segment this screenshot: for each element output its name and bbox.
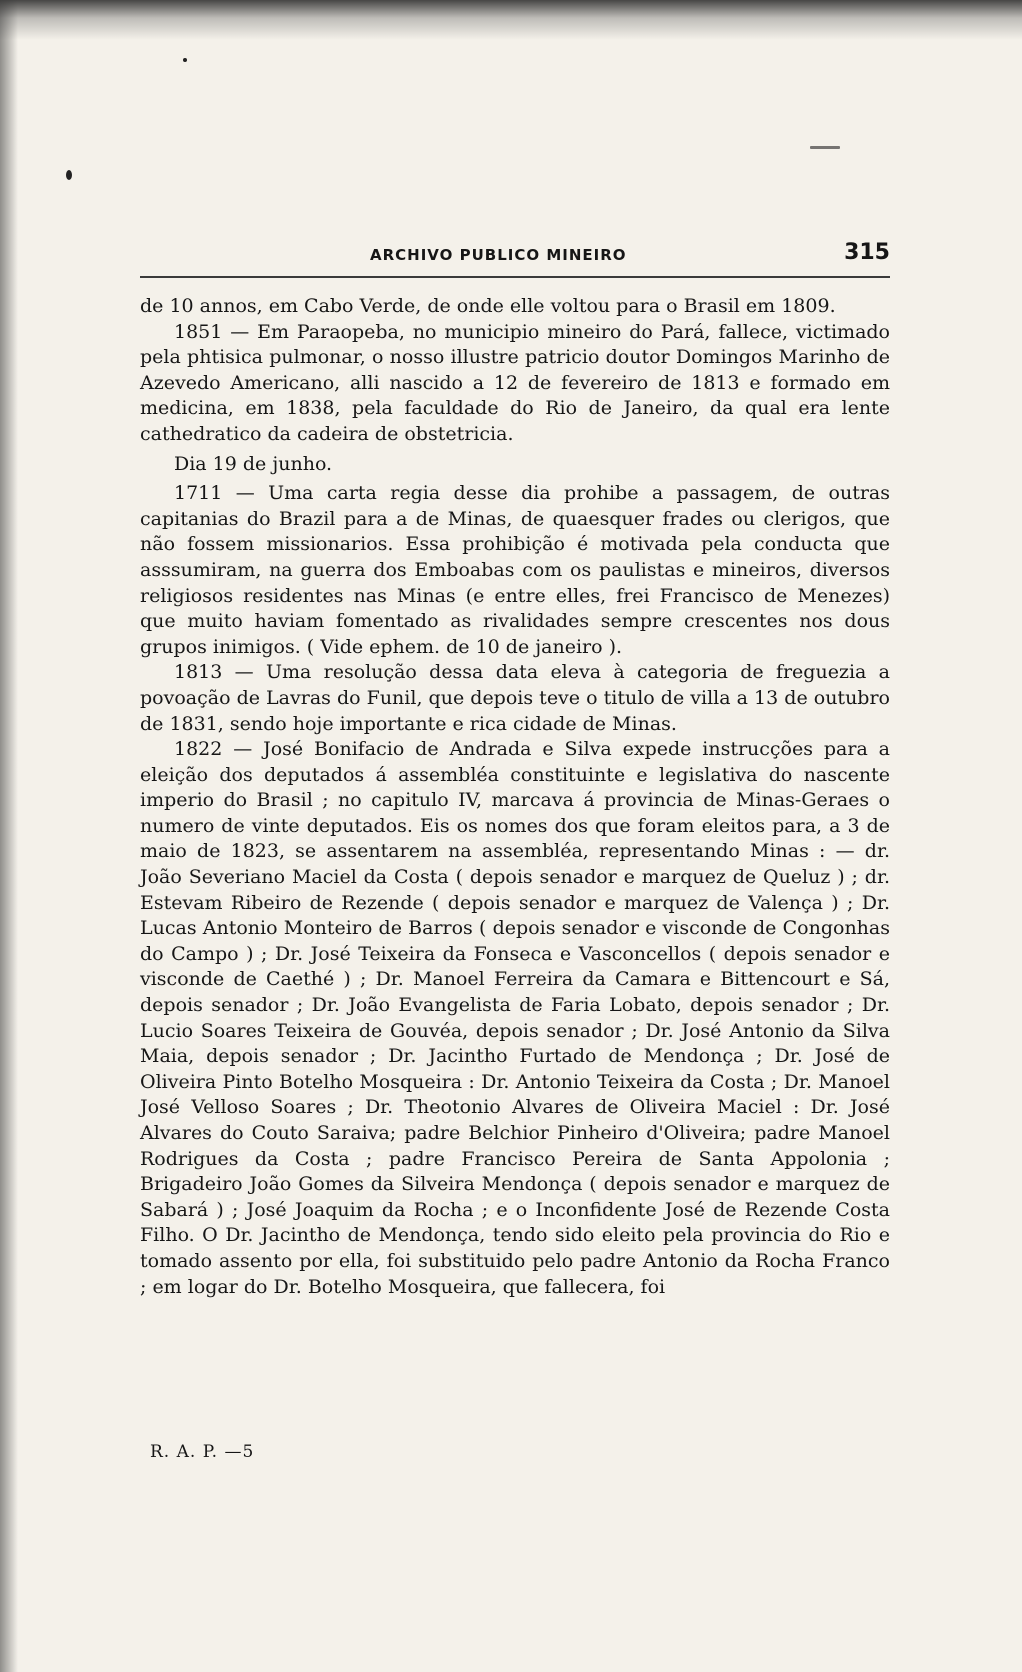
paragraph-1711: 1711 — Uma carta regia desse dia prohibe a passagem, de outras capitanias do Brazil para a de Minas, de quaesquer frades ou clerigos, que não fossem missionarios. Essa prohibição é motivada pela conducta que asssumiram, na guerra dos Emboabas com os paulistas e mineiros, diversos religiosos residentes nas Minas (e entre elles, frei Francisco de Menezes) que muito haviam fomentado as rivalidades sempre crescentes nos dous grupos inimigos. ( Vide ephem. de 10 de janeiro ). — [140, 482, 890, 658]
paragraph-1851: 1851 — Em Paraopeba, no municipio mineiro do Pará, fallece, victimado pela phtisica pulmonar, o nosso illustre patricio doutor Domingos Marinho de Azevedo Americano, alli nascido a 12 de fevereiro de 1813 e formado em medicina, em 1838, pela faculdade do Rio de Janeiro, da qual era lente cathedratico da cadeira de obstetricia. — [140, 320, 890, 445]
footer-signature: R. A. P. —5 — [150, 1442, 255, 1462]
scan-speck — [810, 146, 840, 149]
paragraph-continuation: de 10 annos, em Cabo Verde, de onde elle voltou para o Brasil em 1809. — [140, 295, 836, 317]
scan-speck — [183, 58, 187, 62]
paragraph-1813: 1813 — Uma resolução dessa data eleva à categoria de freguezia a povoação de Lavras do Funil, que depois teve o titulo de villa a 13 de outubro de 1831, sendo hoje importante e rica cidade de Minas. — [140, 661, 890, 735]
day-heading: Dia 19 de junho. — [174, 452, 333, 475]
scan-top-edge — [0, 0, 1022, 40]
body-text — [140, 294, 890, 1300]
page-number: 315 — [844, 240, 890, 265]
running-header — [140, 240, 890, 278]
paragraph-1822: 1822 — José Bonifacio de Andrada e Silva expede instrucções para a eleição dos deputados á assembléa constituinte e legislativa do nascente imperio do Brasil ; no capitulo IV, marcava á provincia de Minas-Geraes o numero de vinte deputados. Eis os nomes dos que foram eleitos para, a 3 de maio de 1823, se assentarem na assembléa, representando Minas : — dr. João Severiano Maciel da Costa ( depois senador e marquez de Queluz ) ; dr. Estevam Ribeiro de Rezende ( depois senador e marquez de Valença ) ; Dr. Lucas Antonio Monteiro de Barros ( depois senador e visconde de Congonhas do Campo ) ; Dr. José Teixeira da Fonseca e Vasconcellos ( depois senador e visconde de Caethé ) ; Dr. Manoel Ferreira da Camara e Bittencourt e Sá, depois senador ; Dr. João Evangelista de Faria Lobato, depois senador ; Dr. Lucio Soares Teixeira de Gouvéa, depois senador ; Dr. José Antonio da Silva Maia, depois senador ; Dr. Jacintho Furtado de Mendonça ; Dr. José de Oliveira Pinto Botelho Mosqueira : Dr. Antonio Teixeira da Costa ; Dr. Manoel José Velloso Soares ; Dr. Theotonio Alvares de Oliveira Maciel : Dr. José Alvares do Couto Saraiva; padre Belchior Pinheiro d'Oliveira; padre Manoel Rodrigues da Costa ; padre Francisco Pereira de Santa Appolonia ; Brigadeiro João Gomes da Silveira Mendonça ( depois senador e marquez de Sabará ) ; José Joaquim da Rocha ; e o Inconfidente José de Rezende Costa Filho. O Dr. Jacintho de Mendonça, tendo sido eleito pela provincia do Rio e tomado assento por ella, foi substituido pelo padre Antonio da Rocha Franco ; em logar do Dr. Botelho Mosqueira, que fallecera, foi — [140, 738, 890, 1298]
scan-speck — [66, 170, 72, 180]
running-title: ARCHIVO PUBLICO MINEIRO — [370, 246, 627, 264]
document-page — [140, 240, 890, 1300]
scan-left-edge — [0, 0, 18, 1672]
